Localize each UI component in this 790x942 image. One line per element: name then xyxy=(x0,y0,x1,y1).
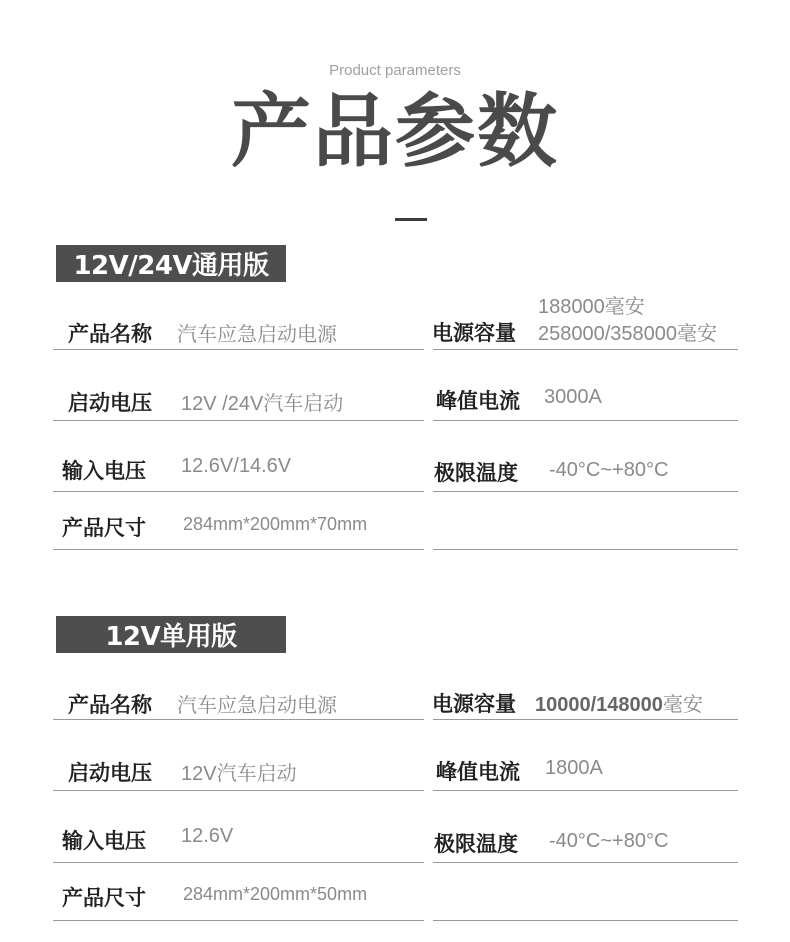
spec-label: 电源容量 xyxy=(432,692,516,716)
spec-label: 产品名称 xyxy=(68,693,152,717)
spec-value: -40°C~+80°C xyxy=(549,459,669,481)
page-title: 产品参数 xyxy=(231,85,559,178)
row-divider xyxy=(53,862,424,863)
spec-label: 输入电压 xyxy=(62,459,146,483)
row-divider xyxy=(53,349,424,350)
spec-value: 汽车应急启动电源 xyxy=(177,695,337,717)
spec-label: 峰值电流 xyxy=(436,760,520,784)
section-heading: 12V单用版 xyxy=(56,616,286,653)
spec-value: -40°C~+80°C xyxy=(549,830,669,852)
spec-label: 峰值电流 xyxy=(436,389,520,413)
spec-value: 284mm*200mm*50mm xyxy=(183,884,368,904)
row-divider xyxy=(433,790,738,791)
spec-value: 1800A xyxy=(545,757,603,779)
spec-value: 12V /24V汽车启动 xyxy=(181,393,344,415)
capacity-unit: 毫安 xyxy=(662,694,703,716)
row-divider xyxy=(53,719,424,720)
spec-value: 12.6V xyxy=(181,825,234,847)
row-divider xyxy=(433,549,738,550)
spec-value xyxy=(535,688,703,717)
spec-label: 极限温度 xyxy=(434,461,518,485)
row-divider xyxy=(53,549,424,550)
capacity-number: 10000/148000 xyxy=(535,694,663,716)
spec-label: 产品尺寸 xyxy=(62,516,146,540)
spec-value: 汽车应急启动电源 xyxy=(177,324,337,346)
row-divider xyxy=(433,491,738,492)
spec-value: 3000A xyxy=(544,386,602,408)
spec-value: 12.6V/14.6V xyxy=(181,455,292,477)
spec-label: 输入电压 xyxy=(62,829,146,853)
spec-label: 产品名称 xyxy=(68,322,152,346)
row-divider xyxy=(53,790,424,791)
spec-label: 产品尺寸 xyxy=(62,886,146,910)
row-divider xyxy=(433,719,738,720)
row-divider xyxy=(433,862,738,863)
spec-label: 启动电压 xyxy=(68,391,152,415)
spec-label: 启动电压 xyxy=(68,761,152,785)
page-subtitle: Product parameters xyxy=(329,62,461,79)
spec-value: 188000毫安 xyxy=(538,296,645,318)
row-divider xyxy=(433,420,738,421)
row-divider xyxy=(53,920,424,921)
section-heading: 12V/24V通用版 xyxy=(56,245,286,282)
row-divider xyxy=(433,349,738,350)
title-divider xyxy=(395,218,427,221)
spec-label: 极限温度 xyxy=(434,832,518,856)
spec-value: 284mm*200mm*70mm xyxy=(183,514,368,534)
row-divider xyxy=(53,420,424,421)
row-divider xyxy=(433,920,738,921)
row-divider xyxy=(53,491,424,492)
spec-value: 12V汽车启动 xyxy=(181,763,297,785)
spec-value: 258000/358000毫安 xyxy=(538,323,718,345)
spec-label: 电源容量 xyxy=(432,321,516,345)
